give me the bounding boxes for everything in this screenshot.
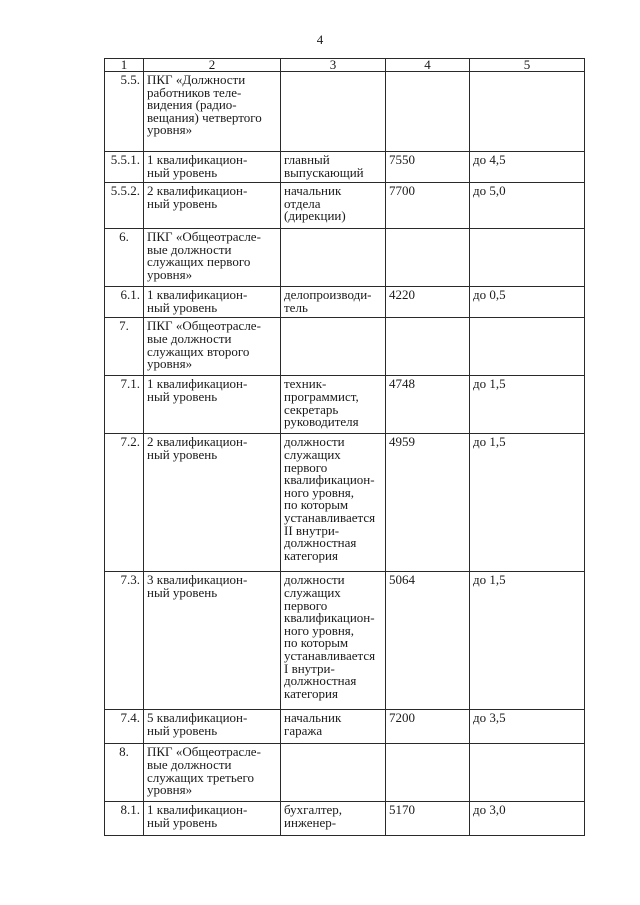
row-number-cell	[105, 72, 144, 152]
row-number-cell	[105, 572, 144, 710]
table-row	[105, 72, 585, 152]
group-name-cell-text: 1 квалификацион- ный уровень	[147, 376, 248, 404]
row-number-cell-text: 7.4.	[120, 710, 140, 726]
table-row	[105, 287, 585, 318]
group-name-cell-text: ПКГ «Должности работников теле- видения (радио- вещания) четвертого уровня»	[147, 72, 262, 138]
salary-table	[104, 58, 585, 836]
group-name-cell	[144, 72, 281, 152]
salary-cell-text: 4748	[389, 376, 415, 392]
table-row	[105, 183, 585, 229]
row-number-cell	[105, 710, 144, 744]
salary-cell	[386, 744, 470, 802]
group-name-cell	[144, 183, 281, 229]
table-row	[105, 434, 585, 572]
group-name-cell	[144, 229, 281, 287]
column-header-3: 3	[281, 59, 386, 72]
table-row	[105, 710, 585, 744]
salary-cell-text: 7200	[389, 710, 415, 726]
salary-cell-text: 7700	[389, 183, 415, 199]
group-name-cell	[144, 710, 281, 744]
group-name-cell-text: ПКГ «Общеотрасле- вые должности служащих третьего уровня»	[147, 744, 261, 798]
group-name-cell-text: 1 квалификацион- ный уровень	[147, 152, 248, 180]
salary-cell-text: 5170	[389, 802, 415, 818]
row-number-cell-text: 8.1.	[120, 802, 140, 818]
salary-cell	[386, 152, 470, 183]
position-cell	[281, 72, 386, 152]
salary-cell	[386, 572, 470, 710]
coefficient-cell-text: до 1,5	[473, 376, 506, 392]
row-number-cell	[105, 744, 144, 802]
row-number-cell	[105, 318, 144, 376]
position-cell	[281, 318, 386, 376]
column-header-5: 5	[470, 59, 585, 72]
coefficient-cell	[470, 434, 585, 572]
group-name-cell-text: ПКГ «Общеотрасле- вые должности служащих второго уровня»	[147, 318, 261, 372]
group-name-cell	[144, 287, 281, 318]
coefficient-cell	[470, 376, 585, 434]
salary-cell-text: 5064	[389, 572, 415, 588]
row-number-cell	[105, 376, 144, 434]
table-row	[105, 802, 585, 836]
column-header-1: 1	[105, 59, 144, 72]
position-cell	[281, 287, 386, 318]
coefficient-cell-text: до 3,5	[473, 710, 506, 726]
coefficient-cell	[470, 572, 585, 710]
header-row	[105, 59, 585, 72]
row-number-cell	[105, 183, 144, 229]
salary-cell	[386, 72, 470, 152]
position-cell	[281, 376, 386, 434]
group-name-cell	[144, 376, 281, 434]
row-number-cell-text: 8.	[119, 744, 129, 760]
group-name-cell-text: 3 квалификацион- ный уровень	[147, 572, 248, 600]
row-number-cell-text: 5.5.1.	[110, 152, 140, 167]
position-cell-text: главный выпускающий	[284, 152, 364, 180]
salary-cell	[386, 802, 470, 836]
position-cell-text: начальник гаража	[284, 710, 342, 738]
table-row	[105, 744, 585, 802]
salary-cell-text: 7550	[389, 152, 415, 167]
table-row	[105, 318, 585, 376]
page-number: 4	[316, 32, 324, 47]
group-name-cell-text: 2 квалификацион- ный уровень	[147, 183, 248, 211]
position-cell	[281, 744, 386, 802]
table-row	[105, 152, 585, 183]
row-number-cell-text: 7.1.	[120, 376, 140, 392]
position-cell	[281, 434, 386, 572]
position-cell-text: должности служащих первого квалификацион- ного уровня, по которым устанавливается I внутри- должностная категория	[284, 572, 376, 701]
table-row	[105, 229, 585, 287]
salary-cell	[386, 434, 470, 572]
position-cell	[281, 152, 386, 183]
group-name-cell	[144, 744, 281, 802]
position-cell	[281, 229, 386, 287]
row-number-cell-text: 7.3.	[120, 572, 140, 588]
group-name-cell-text: 5 квалификацион- ный уровень	[147, 710, 248, 738]
salary-cell	[386, 710, 470, 744]
position-cell-text: бухгалтер, инженер-	[284, 802, 343, 830]
salary-cell	[386, 318, 470, 376]
coefficient-cell-text: до 4,5	[473, 152, 506, 167]
position-cell	[281, 572, 386, 710]
row-number-cell-text: 6.1.	[120, 287, 140, 303]
position-cell-text: делопроизводи- тель	[284, 287, 372, 315]
position-cell	[281, 710, 386, 744]
coefficient-cell	[470, 183, 585, 229]
row-number-cell	[105, 152, 144, 183]
group-name-cell-text: 2 квалификацион- ный уровень	[147, 434, 248, 462]
salary-cell	[386, 229, 470, 287]
group-name-cell	[144, 802, 281, 836]
coefficient-cell-text: до 1,5	[473, 434, 506, 450]
coefficient-cell	[470, 744, 585, 802]
group-name-cell	[144, 572, 281, 710]
salary-cell	[386, 376, 470, 434]
group-name-cell-text: ПКГ «Общеотрасле- вые должности служащих первого уровня»	[147, 229, 261, 282]
salary-cell-text: 4959	[389, 434, 415, 450]
group-name-cell	[144, 434, 281, 572]
coefficient-cell-text: до 0,5	[473, 287, 506, 303]
table-header	[105, 59, 585, 72]
coefficient-cell-text: до 3,0	[473, 802, 506, 818]
coefficient-cell-text: до 1,5	[473, 572, 506, 588]
coefficient-cell	[470, 287, 585, 318]
coefficient-cell	[470, 72, 585, 152]
column-header-2: 2	[144, 59, 281, 72]
position-cell	[281, 183, 386, 229]
row-number-cell-text: 5.5.	[120, 72, 140, 87]
salary-cell-text: 4220	[389, 287, 415, 303]
row-number-cell-text: 5.5.2.	[110, 183, 140, 199]
coefficient-cell	[470, 802, 585, 836]
row-number-cell	[105, 434, 144, 572]
group-name-cell-text: 1 квалификацион- ный уровень	[147, 287, 248, 315]
position-cell-text: должности служащих первого квалификацион- ного уровня, по которым устанавливается II внутри- должностная категория	[284, 434, 376, 563]
salary-cell	[386, 183, 470, 229]
row-number-cell	[105, 802, 144, 836]
column-header-4: 4	[386, 59, 470, 72]
salary-cell	[386, 287, 470, 318]
group-name-cell	[144, 152, 281, 183]
row-number-cell	[105, 287, 144, 318]
coefficient-cell	[470, 152, 585, 183]
group-name-cell-text: 1 квалификацион- ный уровень	[147, 802, 248, 830]
group-name-cell	[144, 318, 281, 376]
position-cell-text: начальник отдела (дирекции)	[284, 183, 346, 224]
row-number-cell-text: 7.2.	[120, 434, 140, 450]
table-row	[105, 376, 585, 434]
coefficient-cell	[470, 318, 585, 376]
row-number-cell	[105, 229, 144, 287]
coefficient-cell	[470, 710, 585, 744]
table-row	[105, 572, 585, 710]
coefficient-cell-text: до 5,0	[473, 183, 506, 199]
position-cell-text: техник- программист, секретарь руководителя	[284, 376, 359, 430]
row-number-cell-text: 6.	[119, 229, 129, 245]
table-body	[105, 72, 585, 836]
coefficient-cell	[470, 229, 585, 287]
row-number-cell-text: 7.	[119, 318, 129, 334]
position-cell	[281, 802, 386, 836]
